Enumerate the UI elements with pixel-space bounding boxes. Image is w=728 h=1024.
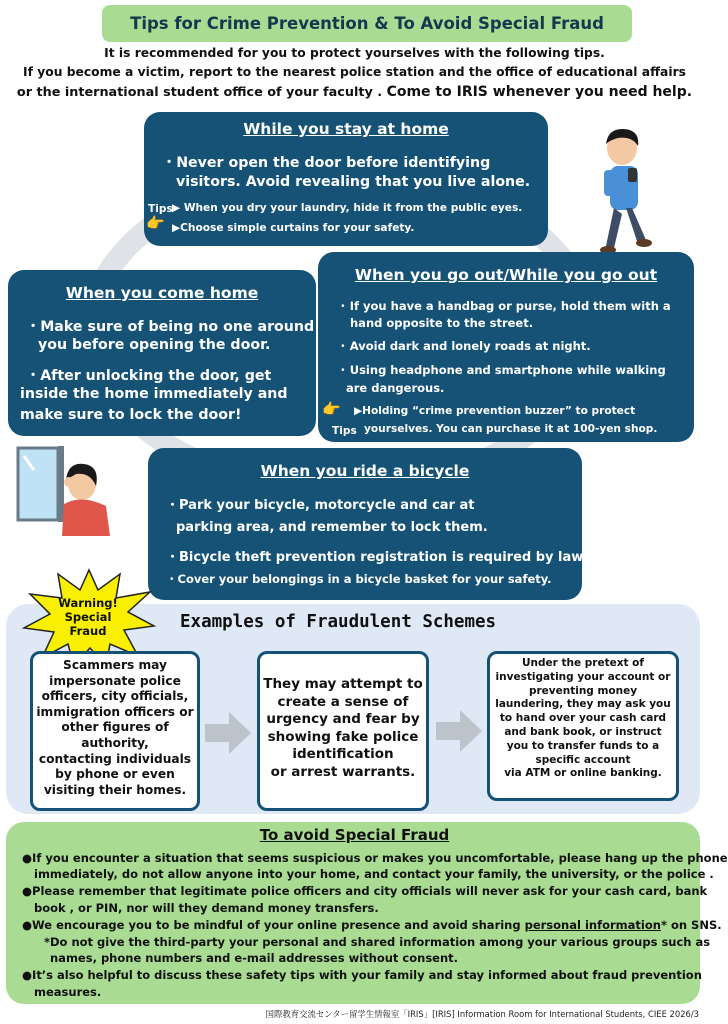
go-out-bullet-2: ･ Avoid dark and lonely roads at night.: [340, 339, 591, 353]
intro-line-3a: or the international student office of your faculty .: [16, 85, 383, 100]
scheme-3-line: you to transfer funds to a: [506, 739, 660, 752]
come-home-bullet-2b: inside the home immediately and: [20, 386, 288, 402]
bicycle-bullet-1a: ・Park your bicycle, motorcycle and car at: [166, 498, 475, 513]
go-out-tips-label: Tips: [332, 425, 357, 437]
stay-home-box: [144, 112, 548, 246]
stay-home-tip-2: ▶Choose simple curtains for your safety.: [172, 222, 415, 234]
arrow-right-icon: [436, 708, 482, 754]
scheme-3-line: investigating your account or: [495, 670, 671, 683]
go-out-bullet-1b: hand opposite to the street.: [350, 316, 534, 330]
come-home-bullet-2c: make sure to lock the door!: [20, 407, 242, 423]
scheme-3-line: Under the pretext of: [522, 657, 644, 669]
avoid-line-5a: ●We encourage you to be mindful of your online presence and avoid sharing: [22, 918, 525, 932]
intro-line-3: [0, 84, 709, 100]
pointing-hand-icon: 👉: [322, 400, 341, 418]
go-out-tip-2: yourselves. You can purchase it at 100-yen shop.: [364, 423, 658, 435]
scheme-1-line: by phone or even: [55, 767, 175, 782]
door-peek-illustration: [14, 444, 124, 538]
scheme-box-3: [487, 651, 679, 801]
scheme-1-line: Scammers may: [63, 658, 167, 672]
avoid-line-7: names, phone numbers and e-mail addresses without consent.: [50, 951, 459, 965]
bicycle-bullet-1b: parking area, and remember to lock them.: [176, 520, 488, 535]
scheme-2-line: create a sense of: [277, 693, 409, 710]
come-home-box: [8, 270, 316, 436]
go-out-box: [318, 252, 694, 442]
page-title: Tips for Crime Prevention & To Avoid Special Fraud: [130, 14, 604, 33]
stay-home-heading: While you stay at home: [243, 120, 449, 138]
scheme-1-line: visiting their homes.: [43, 782, 187, 797]
stay-home-tip-1: ▶ When you dry your laundry, hide it from the public eyes.: [172, 202, 523, 214]
warning-text: [50, 596, 126, 638]
go-out-heading: When you go out/While you go out: [354, 266, 658, 284]
scheme-2-line: identification: [292, 746, 394, 762]
come-home-bullet-1a: ・Make sure of being no one around: [26, 319, 315, 335]
bicycle-heading: When you ride a bicycle: [260, 462, 470, 480]
scheme-1-line: other figures of: [61, 720, 169, 735]
avoid-line-2: immediately, do not allow anyone into your home, and contact your family, the university, or the police .: [34, 867, 714, 881]
warning-line-1: Warning!: [58, 596, 118, 610]
come-home-bullet-1b: you before opening the door.: [38, 337, 271, 353]
go-out-bullet-3a: ･ Using headphone and smartphone while walking: [340, 363, 666, 377]
scheme-3-line: and bank book, or instruct: [504, 725, 662, 738]
scheme-3-line: preventing money: [528, 684, 638, 697]
stay-home-tips-label: Tips: [148, 203, 173, 215]
scheme-1-line: authority,: [81, 735, 149, 750]
scheme-1-line: impersonate police: [49, 673, 181, 688]
scheme-2-line: or arrest warrants.: [270, 763, 416, 780]
scheme-box-1: [30, 651, 200, 811]
come-home-heading: When you come home: [65, 284, 259, 302]
bicycle-bullet-2: ・Bicycle theft prevention registration is required by law.: [166, 550, 588, 565]
scheme-2-line: urgency and fear by: [266, 711, 420, 727]
personal-information-text: personal information: [524, 918, 661, 932]
scheme-3-line: via ATM or online banking.: [504, 767, 662, 780]
come-home-bullet-2a: ・After unlocking the door, get: [26, 368, 272, 384]
warning-line-2: Special: [64, 610, 112, 624]
avoid-line-8: ●It’s also helpful to discuss these safety tips with your family and stay informed about fraud prevention: [22, 968, 702, 982]
intro-line-1: It is recommended for you to protect yourselves with the following tips.: [104, 46, 605, 60]
avoid-line-1: ●If you encounter a situation that seems suspicious or makes you uncomfortable, please hang up the phone: [22, 851, 728, 865]
avoid-line-9: measures.: [34, 985, 102, 999]
intro-line-3b: Come to IRIS whenever you need help.: [386, 84, 693, 100]
scheme-1-line: officers, city officials,: [41, 689, 189, 704]
bicycle-box: [148, 448, 588, 600]
title-banner: [102, 5, 632, 42]
footer-credit: 国際教育交流センター留学生情報室「IRIS」[IRIS] Information Room for International Students, CIEE 2026/3: [265, 1009, 699, 1019]
scheme-2-line: They may attempt to: [263, 676, 423, 692]
avoid-line-5: [22, 918, 722, 932]
avoid-line-5b: * on SNS.: [660, 918, 722, 932]
stay-home-bullet-1b: visitors. Avoid revealing that you live alone.: [176, 174, 531, 190]
scheme-2-line: showing fake police: [267, 728, 419, 745]
scheme-3-line: specific account: [535, 753, 631, 766]
arrow-right-icon: [205, 710, 251, 756]
walking-person-illustration: [588, 122, 660, 258]
scheme-1-line: immigration officers or: [36, 704, 194, 719]
scheme-box-2: [257, 651, 429, 811]
pointing-hand-icon: 👉: [146, 214, 165, 232]
avoid-line-4: book , or PIN, nor will they demand money transfers.: [34, 901, 379, 915]
go-out-bullet-3b: are dangerous.: [346, 381, 445, 395]
fraud-title: Examples of Fraudulent Schemes: [180, 612, 497, 632]
go-out-bullet-1a: ･ If you have a handbag or purse, hold them with a: [340, 299, 671, 313]
scheme-3-line: to hand over your cash card: [499, 712, 667, 725]
scheme-3-line: laundering, they may ask you: [495, 698, 671, 711]
go-out-tip-1: ▶Holding “crime prevention buzzer” to protect: [354, 405, 636, 417]
avoid-line-3: ●Please remember that legitimate police officers and city officials will never ask for your cash card, bank: [22, 884, 708, 898]
warning-line-3: Fraud: [69, 624, 107, 638]
intro-line-2: If you become a victim, report to the nearest police station and the office of educational affairs: [23, 65, 686, 79]
bicycle-bullet-3: ・Cover your belongings in a bicycle basket for your safety.: [166, 572, 552, 586]
scheme-1-line: contacting individuals: [38, 751, 192, 766]
avoid-line-6: *Do not give the third-party your personal and shared information among your various groups such as: [44, 935, 711, 949]
stay-home-bullet-1a: ・Never open the door before identifying: [162, 155, 491, 171]
avoid-fraud-title: To avoid Special Fraud: [259, 826, 450, 844]
